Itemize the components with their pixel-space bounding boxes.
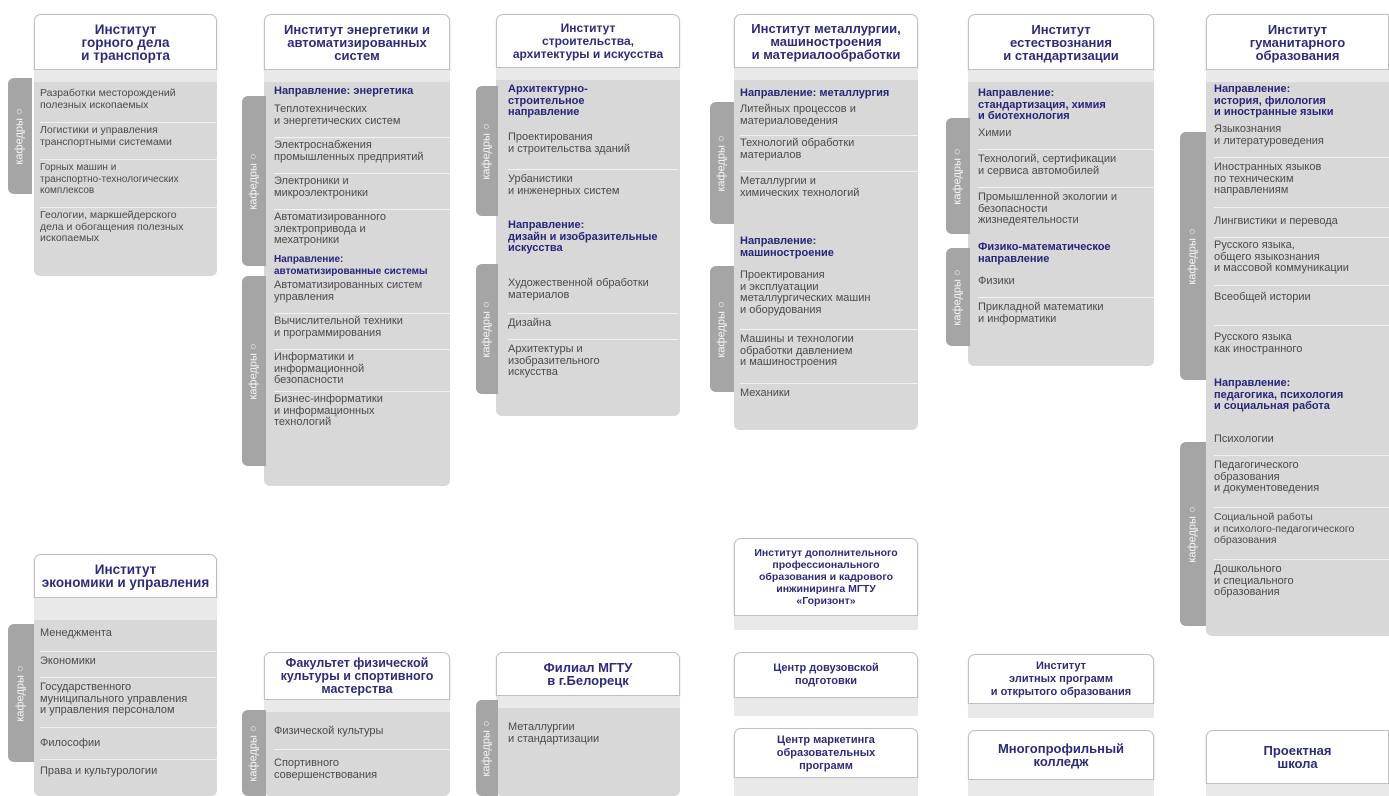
department-item: Иностранных языков по техническим направлениям <box>1214 160 1389 208</box>
department-item: Металлургии и стандартизации <box>508 721 600 745</box>
institute-title: Институт экономики и управления <box>34 554 217 598</box>
department-item: Спортивного совершенствования <box>274 757 378 781</box>
institute-panel <box>734 698 918 716</box>
institute-title: Центр довузовской подготовки <box>734 652 918 698</box>
department-item: Автоматизированного электропривода и мехатроники <box>274 211 387 246</box>
institute-title: Многопрофильный колледж <box>968 730 1154 780</box>
direction-heading: Направление: стандартизация, химия и биотехнология <box>978 87 1106 122</box>
department-item: Прикладной математики и информатики <box>978 301 1104 325</box>
direction-heading: Архитектурно- строительное направление <box>508 83 588 118</box>
department-item: Бизнес-информатики и информационных технологий <box>274 393 383 428</box>
center-pre-university <box>734 652 918 716</box>
institute-economics <box>34 554 217 796</box>
institute-title: Институт строительства, архитектуры и искусства <box>496 14 680 68</box>
department-item: Социальной работы и психолого-педагогического образования <box>1214 510 1389 560</box>
kafedry-tab: кафедры ○ <box>710 102 734 224</box>
institute-panel <box>1206 784 1389 796</box>
department-item: Художественной обработки материалов <box>508 276 678 314</box>
institute-energy <box>264 14 450 486</box>
department-item: Информатики и информационной безопасности <box>274 350 450 392</box>
department-item: Теплотехнических и энергетических систем <box>274 102 450 138</box>
department-item: Проектирования и эксплуатации металлургических машин и оборудования <box>740 268 918 330</box>
institute-title: Институт дополнительного профессионального образования и кадрового инжиниринга МГТУ «Горизонт» <box>734 538 918 616</box>
kafedry-tab: кафедры ○ <box>946 248 970 346</box>
institute-panel <box>968 704 1154 718</box>
direction-heading: Направление: энергетика <box>274 85 414 97</box>
kafedry-tab: кафедры ○ <box>8 624 34 762</box>
institute-panel <box>734 778 918 796</box>
institute-title: Филиал МГТУ в г.Белорецк <box>496 652 680 696</box>
institute-title: Институт гуманитарного образования <box>1206 14 1389 70</box>
branch-beloretsk <box>496 652 680 796</box>
project-school <box>1206 730 1389 796</box>
department-item: Электроснабжения промышленных предприятий <box>274 138 450 174</box>
department-item: Химии <box>978 126 1154 150</box>
direction-heading: Направление: металлургия <box>740 87 890 99</box>
kafedry-tab: кафедры ○ <box>1180 442 1206 626</box>
department-item: Вычислительной техники и программирования <box>274 314 450 350</box>
center-marketing <box>734 728 918 796</box>
department-item: Русского языка, общего языкознания и массовой коммуникации <box>1214 238 1389 286</box>
department-item: Физики <box>978 274 1154 298</box>
institute-construction <box>496 14 680 416</box>
department-item: Разработки месторождений полезных ископаемых <box>40 86 218 123</box>
department-item: Философии <box>40 736 218 760</box>
department-item: Урбанистики и инженерных систем <box>508 173 620 197</box>
institute-elite-programs <box>968 654 1154 718</box>
department-item: Машины и технологии обработки давлением и машиностроения <box>740 332 918 384</box>
direction-heading: Направление: история, филология и иностранные языки <box>1214 83 1334 118</box>
department-item: Проектирования и строительства зданий <box>508 130 678 170</box>
direction-heading: Направление: педагогика, психология и социальная работа <box>1214 377 1344 412</box>
institute-title: Институт горного дела и транспорта <box>34 14 217 70</box>
department-item: Логистики и управления транспортными системами <box>40 123 218 160</box>
department-item: Русского языка как иностранного <box>1214 331 1303 355</box>
department-item: Электроники и микроэлектроники <box>274 174 450 210</box>
kafedry-tab: кафедры ○ <box>476 86 498 216</box>
department-item: Металлургии и химических технологий <box>740 175 860 199</box>
kafedry-tab: кафедры ○ <box>1180 132 1206 380</box>
kafedry-tab: кафедры ○ <box>242 96 266 266</box>
institute-horizont <box>734 538 918 630</box>
department-item: Лингвистики и перевода <box>1214 214 1389 238</box>
department-item: Дизайна <box>508 316 678 340</box>
department-item: Промышленной экологии и безопасности жизнедеятельности <box>978 191 1118 226</box>
kafedry-tab: кафедры ○ <box>476 264 498 394</box>
institute-title: Институт металлургии, машиностроения и материалообработки <box>734 14 918 68</box>
department-item: Геологии, маркшейдерского дела и обогащения полезных ископаемых <box>40 209 184 244</box>
department-item: Физической культуры <box>274 724 450 750</box>
institute-natural-sciences <box>968 14 1154 366</box>
department-item: Литейных процессов и материаловедения <box>740 102 918 136</box>
department-item: Государственного муниципального управления и управления персоналом <box>40 680 218 728</box>
college <box>968 730 1154 796</box>
direction-heading: Направление: автоматизированные системы <box>274 254 428 277</box>
department-item: Всеобщей истории <box>1214 290 1389 326</box>
institute-title: Институт элитных программ и открытого образования <box>968 654 1154 704</box>
department-item: Горных машин и транспортно-технологических комплексов <box>40 160 218 208</box>
direction-heading: Направление: дизайн и изобразительные искусства <box>508 219 658 254</box>
department-item: Технологий обработки материалов <box>740 136 918 172</box>
department-item: Дошкольного и специального образования <box>1214 563 1294 598</box>
department-item: Автоматизированных систем управления <box>274 278 450 314</box>
department-item: Права и культурологии <box>40 765 158 777</box>
department-item: Менеджмента <box>40 626 218 652</box>
institute-panel <box>968 780 1154 796</box>
kafedry-tab: кафедры ○ <box>242 276 266 466</box>
faculty-physical-culture <box>264 652 450 796</box>
department-item: Механики <box>740 387 790 399</box>
institute-title: Факультет физической культуры и спортивного мастерства <box>264 652 450 700</box>
institute-title: Институт энергетики и автоматизированных систем <box>264 14 450 70</box>
direction-heading: Направление: машиностроение <box>740 235 834 259</box>
institute-title: Проектная школа <box>1206 730 1389 784</box>
department-item: Экономики <box>40 654 218 678</box>
department-item: Технологий, сертификации и сервиса автомобилей <box>978 152 1154 188</box>
institute-metallurgy <box>734 14 918 430</box>
department-item: Психологии <box>1214 432 1389 456</box>
kafedry-tab: кафедры ○ <box>946 118 970 234</box>
kafedry-tab: кафедры ○ <box>476 700 498 796</box>
institute-title: Институт естествознания и стандартизации <box>968 14 1154 70</box>
kafedry-tab: кафедры ○ <box>8 78 32 194</box>
kafedry-tab: кафедры ○ <box>242 710 266 796</box>
institute-title: Центр маркетинга образовательных программ <box>734 728 918 778</box>
institute-panel <box>734 616 918 630</box>
kafedry-tab: кафедры ○ <box>710 266 734 392</box>
department-item: Архитектуры и изобразительного искусства <box>508 343 600 378</box>
institute-mining <box>34 14 217 276</box>
department-item: Языкознания и литературоведения <box>1214 122 1389 158</box>
department-item: Педагогического образования и документоведения <box>1214 458 1389 508</box>
direction-heading: Физико-математическое направление <box>978 241 1111 265</box>
institute-humanities <box>1206 14 1389 636</box>
